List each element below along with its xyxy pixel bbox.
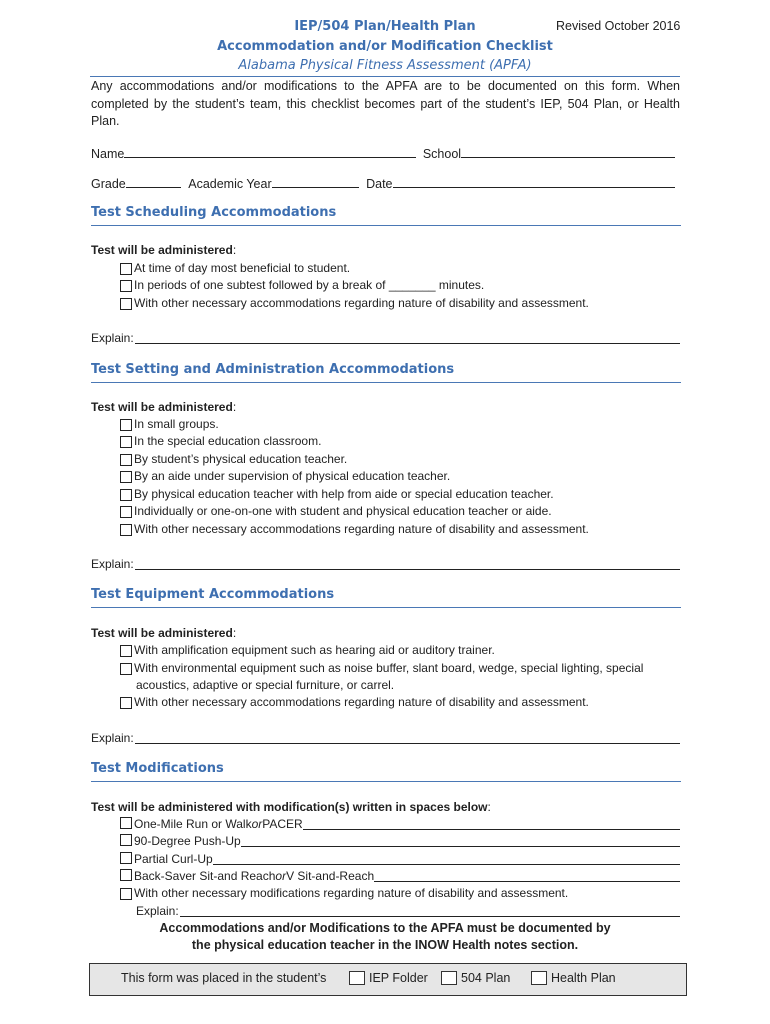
checkbox[interactable]	[120, 298, 132, 310]
checkbox[interactable]	[120, 663, 132, 675]
modification-item[interactable]: Back-Saver Sit-and Reach or V Sit-and-Reach	[120, 869, 680, 883]
checkbox[interactable]	[120, 834, 132, 846]
date-label: Date	[366, 177, 393, 191]
setting-option[interactable]: By student’s physical education teacher.	[120, 452, 347, 466]
modifications-explain: Explain:	[136, 904, 680, 918]
checkbox[interactable]	[120, 817, 132, 829]
scheduling-explain: Explain:	[91, 331, 680, 345]
equipment-explain-field[interactable]	[135, 731, 680, 744]
checkbox[interactable]	[120, 524, 132, 536]
checkbox[interactable]	[120, 471, 132, 483]
date-field[interactable]	[393, 174, 675, 188]
documentation-note-line2: the physical education teacher in the INOW Health notes section.	[191, 938, 579, 952]
setting-option[interactable]: With other necessary accommodations regarding nature of disability and assessment.	[120, 522, 589, 536]
scheduling-option[interactable]: At time of day most beneficial to student.	[120, 261, 350, 275]
modification-item[interactable]: One-Mile Run or Walk or PACER	[120, 817, 680, 831]
revision-date: Revised October 2016	[556, 19, 681, 33]
modifications-explain-field[interactable]	[180, 904, 680, 917]
scheduling-option[interactable]: With other necessary accommodations regarding nature of disability and assessment.	[120, 296, 589, 310]
form-title: IEP/504 Plan/Health Plan	[294, 19, 476, 34]
checkbox[interactable]	[120, 454, 132, 466]
setting-explain: Explain:	[91, 557, 680, 571]
checkbox[interactable]	[120, 645, 132, 657]
section-heading-setting: Test Setting and Administration Accommodations	[91, 362, 681, 383]
school-label: School	[422, 147, 462, 161]
modification-item[interactable]: Partial Curl-Up	[120, 852, 680, 866]
checkbox[interactable]	[120, 280, 132, 292]
modification-field[interactable]	[241, 834, 680, 847]
checkbox[interactable]	[120, 506, 132, 518]
modification-other[interactable]: With other necessary modifications regarding nature of disability and assessment.	[120, 886, 568, 900]
health-plan-option[interactable]: Health Plan	[531, 971, 616, 985]
documentation-note-line1: Accommodations and/or Modifications to the APFA must be documented by	[159, 921, 611, 935]
equipment-lead: Test will be administered:	[91, 626, 237, 640]
setting-option[interactable]: In the special education classroom.	[120, 434, 321, 448]
form-subtitle: Accommodation and/or Modification Checklist	[217, 39, 553, 54]
header-divider	[90, 76, 680, 77]
checkbox[interactable]	[120, 888, 132, 900]
checkbox[interactable]	[120, 869, 132, 881]
modifications-lead: Test will be administered with modification(s) written in spaces below:	[91, 800, 491, 814]
intro-paragraph: Any accommodations and/or modifications to the APFA are to be documented on this form. When completed by the student’s team, this checklist becomes part of the student’s IEP, 504 Plan, or Health Plan.	[91, 79, 680, 128]
assessment-name: Alabama Physical Fitness Assessment (APFA)	[238, 58, 532, 73]
grade-field[interactable]	[126, 174, 181, 188]
scheduling-lead: Test will be administered:	[91, 243, 237, 257]
checkbox[interactable]	[120, 263, 132, 275]
modification-field[interactable]	[374, 869, 680, 882]
setting-option[interactable]: By physical education teacher with help from aide or special education teacher.	[120, 487, 554, 501]
academic-year-label: Academic Year	[188, 177, 272, 191]
checkbox[interactable]	[531, 971, 547, 985]
equipment-option[interactable]: With amplification equipment such as hearing aid or auditory trainer.	[120, 643, 495, 657]
504-plan-option[interactable]: 504 Plan	[441, 971, 510, 985]
setting-option[interactable]: By an aide under supervision of physical education teacher.	[120, 469, 450, 483]
equipment-option-continued: acoustics, adaptive or special furniture, or carrel.	[136, 678, 395, 692]
scheduling-explain-field[interactable]	[135, 331, 680, 344]
setting-explain-field[interactable]	[135, 557, 680, 570]
equipment-option[interactable]: With environmental equipment such as noise buffer, slant board, wedge, special lighting, special	[120, 661, 643, 675]
checkbox[interactable]	[349, 971, 365, 985]
checkbox[interactable]	[120, 419, 132, 431]
checkbox[interactable]	[120, 852, 132, 864]
name-label: Name	[91, 147, 125, 161]
checkbox[interactable]	[120, 489, 132, 501]
placement-label: This form was placed in the student’s	[121, 971, 327, 985]
iep-folder-option[interactable]: IEP Folder	[349, 971, 428, 985]
name-school-row	[91, 144, 675, 161]
academic-year-field[interactable]	[272, 174, 359, 188]
section-heading-equipment: Test Equipment Accommodations	[91, 587, 681, 608]
modification-item[interactable]: 90-Degree Push-Up	[120, 834, 680, 848]
name-field[interactable]	[124, 144, 416, 158]
setting-option[interactable]: Individually or one-on-one with student and physical education teacher or aide.	[120, 504, 552, 518]
grade-label: Grade	[91, 177, 126, 191]
equipment-option[interactable]: With other necessary accommodations regarding nature of disability and assessment.	[120, 695, 589, 709]
school-field[interactable]	[461, 144, 675, 158]
setting-option[interactable]: In small groups.	[120, 417, 219, 431]
scheduling-option[interactable]: In periods of one subtest followed by a break of _______ minutes.	[120, 278, 484, 292]
checkbox[interactable]	[120, 697, 132, 709]
modification-field[interactable]	[213, 852, 680, 865]
checkbox[interactable]	[120, 436, 132, 448]
modification-field[interactable]	[303, 817, 680, 830]
equipment-explain: Explain:	[91, 731, 680, 745]
setting-lead: Test will be administered:	[91, 400, 237, 414]
section-heading-scheduling: Test Scheduling Accommodations	[91, 205, 681, 226]
section-heading-modifications: Test Modifications	[91, 761, 681, 782]
checkbox[interactable]	[441, 971, 457, 985]
grade-year-date-row	[91, 174, 675, 191]
